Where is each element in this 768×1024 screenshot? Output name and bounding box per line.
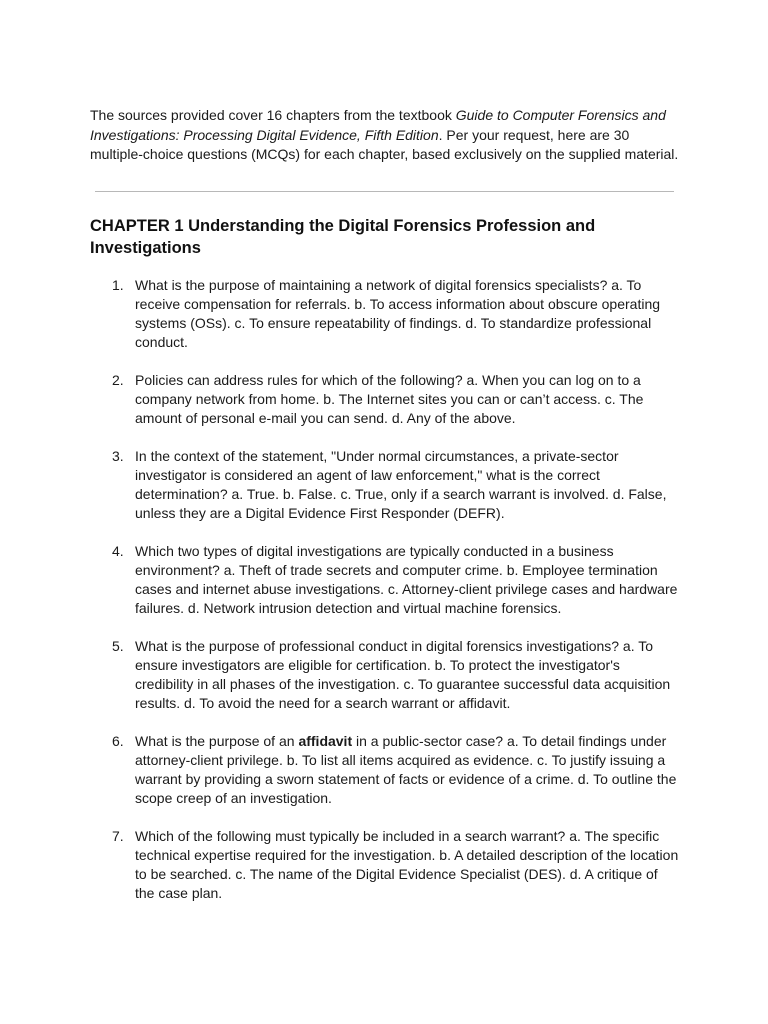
bold-term-affidavit: affidavit	[298, 732, 353, 749]
intro-text-before: The sources provided cover 16 chapters from the textbook	[90, 107, 456, 123]
question-text-before: What is the purpose of an	[135, 732, 299, 749]
intro-paragraph	[90, 106, 680, 165]
question-list	[90, 276, 680, 903]
question-text: What is the purpose of professional conduct in digital forensics investigations? a. To ensure investigators are eligible for certification. b. To protect the investigator's credibility in all phases of the investigation. c. To guarantee successful data acquisition results. d. To avoid the need for a search warrant or affidavit.	[135, 637, 671, 711]
question-number: 6.	[112, 732, 124, 749]
question-number: 5.	[112, 637, 124, 654]
question-number: 4.	[112, 542, 124, 559]
question-item-4	[90, 542, 680, 618]
question-text: Policies can address rules for which of the following? a. When you can log on to a company network from home. b. The Internet sites you can or can’t access. c. The amount of personal e-mail you can send. d. Any of the above.	[135, 371, 644, 426]
horizontal-divider	[95, 191, 674, 192]
question-item-7	[90, 827, 680, 903]
question-item-1	[90, 276, 680, 352]
document-page	[90, 106, 680, 922]
intro-text-after: . Per your request, here are 30 multiple-choice questions (MCQs) for each chapter, based exclusively on the supplied material.	[90, 126, 679, 162]
question-text	[135, 733, 676, 806]
question-text: In the context of the statement, "Under normal circumstances, a private-sector investigator is considered an agent of law enforcement," what is the correct determination? a. True. b. False. c. True, only if a search warrant is involved. d. False, unless they are a Digital Evidence First Responder (DEFR).	[135, 447, 667, 521]
question-number: 2.	[112, 371, 124, 388]
question-number: 1.	[112, 276, 124, 293]
question-item-2	[90, 371, 680, 428]
question-item-3	[90, 447, 680, 523]
question-text-after: in a public-sector case? a. To detail findings under attorney-client privilege. b. To list all items acquired as evidence. c. To justify issuing a warrant by providing a sworn statement of facts or evidence of a crime. d. To outline the scope creep of an investigation.	[135, 732, 677, 806]
question-item-6	[90, 732, 680, 808]
question-text: Which of the following must typically be included in a search warrant? a. The specific technical expertise required for the investigation. b. A detailed description of the location to be searched. c. The name of the Digital Evidence Specialist (DES). d. A critique of the case plan.	[135, 827, 679, 901]
question-text: What is the purpose of maintaining a network of digital forensics specialists? a. To receive compensation for referrals. b. To access information about obscure operating systems (OSs). c. To ensure repeatability of findings. d. To standardize professional conduct.	[135, 276, 661, 350]
chapter-title: CHAPTER 1 Understanding the Digital Forensics Profession and Investigations	[90, 216, 596, 257]
question-item-5	[90, 637, 680, 713]
question-text: Which two types of digital investigations are typically conducted in a business environment? a. Theft of trade secrets and computer crime. b. Employee termination cases and internet abuse investigations. c. Attorney-client privilege cases and hardware failures. d. Network intrusion detection and virtual machine forensics.	[135, 542, 678, 616]
question-number: 3.	[112, 447, 124, 464]
question-number: 7.	[112, 827, 124, 844]
book-title: Guide to Computer Forensics and Investigations: Processing Digital Evidence, Fifth Edition	[90, 107, 666, 143]
